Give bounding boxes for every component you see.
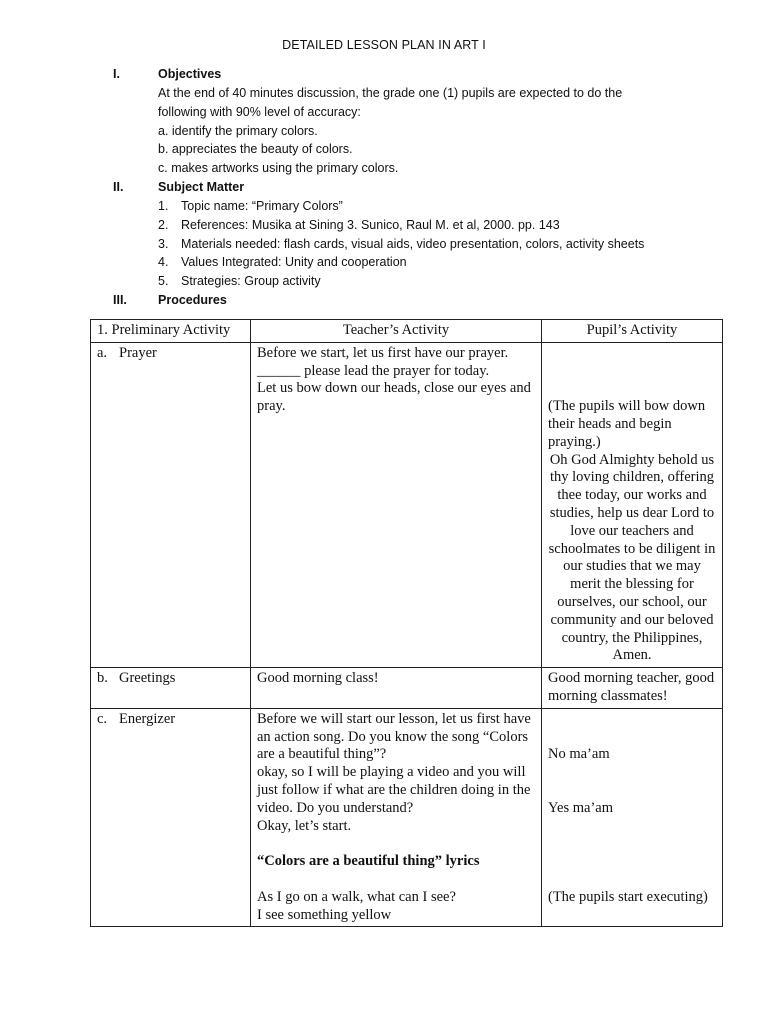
teacher-line: ______ please lead the prayer for today.	[257, 362, 490, 379]
teacher-cell	[251, 708, 542, 927]
teacher-line: Good morning class!	[257, 670, 379, 687]
pupil-response: (The pupils start executing)	[548, 888, 708, 905]
pupil-cell	[542, 668, 723, 709]
activity-label	[91, 342, 251, 667]
subject-item: Materials needed: flash cards, visual aids, video presentation, colors, activity sheets	[181, 237, 645, 251]
section-heading-objectives: Objectives	[158, 67, 222, 81]
table-header-row	[91, 320, 723, 343]
teacher-line: Before we will start our lesson, let us first have an action song. Do you know the song “Colors are a beautiful thing”?	[257, 710, 531, 763]
section-numeral: III.	[113, 293, 127, 307]
table-row-energizer	[91, 708, 723, 927]
lyric-line: I see something yellow	[257, 906, 392, 923]
section-heading-procedures: Procedures	[158, 293, 227, 307]
pupil-cell	[542, 342, 723, 667]
objectives-intro: following with 90% level of accuracy:	[158, 105, 361, 119]
list-number: 1.	[158, 199, 169, 213]
subject-item: Strategies: Group activity	[181, 274, 321, 288]
activity-name: Energizer	[119, 710, 176, 727]
activity-name: Prayer	[119, 344, 157, 361]
teacher-line: Okay, let’s start.	[257, 817, 352, 834]
lyric-line: As I go on a walk, what can I see?	[257, 888, 456, 905]
objectives-intro: At the end of 40 minutes discussion, the grade one (1) pupils are expected to do the	[158, 86, 623, 100]
objective-item: c. makes artworks using the primary colors.	[158, 161, 399, 175]
column-header-pupil: Pupil’s Activity	[542, 320, 723, 343]
activity-label	[91, 668, 251, 709]
list-number: 2.	[158, 218, 169, 232]
section-heading-subject-matter: Subject Matter	[158, 180, 245, 194]
activity-label	[91, 708, 251, 927]
section-numeral: I.	[113, 67, 120, 81]
list-number: 3.	[158, 237, 169, 251]
column-header-teacher: Teacher’s Activity	[251, 320, 542, 343]
teacher-cell	[251, 342, 542, 667]
teacher-line: Before we start, let us first have our prayer.	[257, 344, 509, 361]
table-row-prayer	[91, 342, 723, 667]
pupil-cell	[542, 708, 723, 927]
subject-item: Values Integrated: Unity and cooperation	[181, 255, 407, 269]
activity-letter: c.	[97, 710, 108, 727]
pupil-response: No ma’am	[548, 746, 610, 763]
procedures-table	[90, 319, 723, 927]
pupil-response: Good morning teacher, good morning classmates!	[548, 670, 715, 704]
subject-item: Topic name: “Primary Colors”	[181, 199, 343, 213]
list-number: 5.	[158, 274, 169, 288]
section-numeral: II.	[113, 180, 124, 194]
song-title: “Colors are a beautiful thing” lyrics	[257, 853, 480, 870]
teacher-cell	[251, 668, 542, 709]
document-title: DETAILED LESSON PLAN IN ART I	[282, 38, 486, 52]
pupil-prayer: Oh God Almighty behold us thy loving children, offering thee today, our works and studies, help us dear Lord to love our teachers and schoolmates to be diligent in our studies that we may merit the blessing for ourselves, our school, our community and our beloved country, the Philippines, Amen.	[548, 451, 716, 664]
activity-letter: b.	[97, 670, 108, 687]
subject-item: References: Musika at Sining 3. Sunico, Raul M. et al, 2000. pp. 143	[181, 218, 560, 232]
table-row-greetings	[91, 668, 723, 709]
activity-name: Greetings	[119, 670, 176, 687]
objective-item: b. appreciates the beauty of colors.	[158, 142, 353, 156]
column-header-preliminary: 1. Preliminary Activity	[91, 320, 251, 343]
objective-item: a. identify the primary colors.	[158, 124, 318, 138]
activity-letter: a.	[97, 344, 108, 361]
pupil-response: Yes ma’am	[548, 799, 613, 816]
list-number: 4.	[158, 255, 169, 269]
pupil-response: (The pupils will bow down their heads and begin praying.)	[548, 398, 706, 450]
teacher-line: okay, so I will be playing a video and you will just follow if what are the children doing in the video. Do you understand?	[257, 764, 531, 816]
teacher-line: Let us bow down our heads, close our eyes and pray.	[257, 380, 531, 415]
